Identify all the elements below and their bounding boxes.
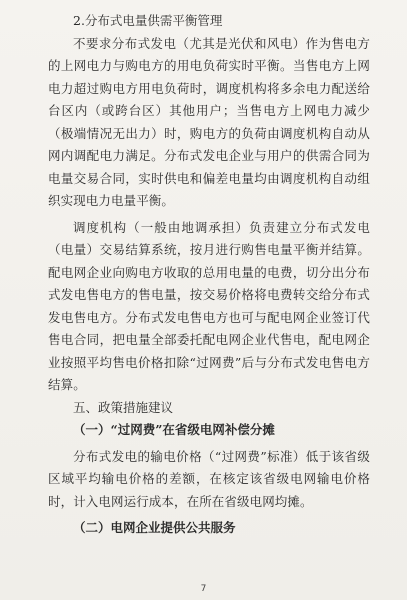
- subsection-heading-public-service: （二）电网企业提供公共服务: [73, 520, 236, 535]
- subheading-supply-demand-balance: 2.分布式电量供需平衡管理: [73, 13, 223, 28]
- section-heading-policy-suggestions: 五、政策措施建议: [73, 399, 174, 415]
- page-body: [48, 10, 370, 540]
- paragraph-balance-management: 不要求分布式发电（尤其是光伏和风电）作为售电方的上网电力与购电方的用电负荷实时平衡。当售电方上网电力超过购电方用电负荷时，调度机构将多余电力配送给台区内（或跨台区）其他用户；当售电方上网电力减少（极端情况无出力）时，购电方的负荷由调度机构自动从网内调配电力满足。分布式发电企业与用户的供需合同为电量交易合同，实时供电和偏差电量均由调度机构自动组织实现电力电量平衡。: [48, 35, 370, 208]
- paragraph-settlement-system: 调度机构（一般由地调承担）负责建立分布式发电（电量）交易结算系统，按月进行购售电量平衡并结算。配电网企业向购电方收取的总用电量的电费，切分出分布式发电售电方的售电量，按交易价格将电费转交给分布式发电售电方。分布式发电售电方也可与配电网企业签订代售电合同，把电量全部委托配电网企业代售电，配电网企业按照平均售电价格扣除“过网费”后与分布式发电售电方结算。: [48, 219, 370, 392]
- paragraph-grid-fee: 分布式发电的输电价格（“过网费”标准）低于该省级区域平均输电价格的差额，在核定该省级电网输电价格时，计入电网运行成本，在所在省级电网均摊。: [48, 448, 370, 509]
- subsection-heading-grid-fee: （一）“过网费”在省级电网补偿分摊: [73, 422, 275, 437]
- page-number: 7: [200, 584, 207, 594]
